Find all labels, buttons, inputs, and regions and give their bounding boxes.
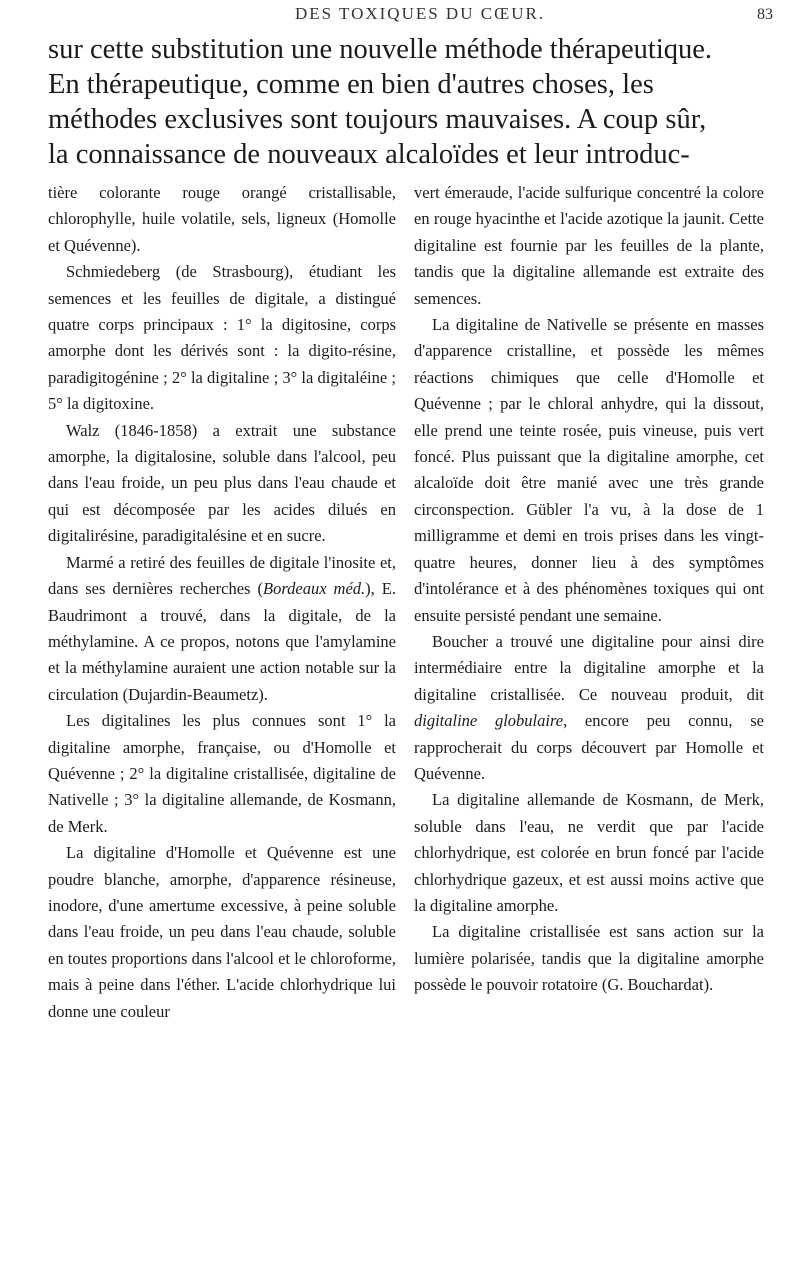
left-paragraph: Les digitalines les plus connues sont 1° la digitaline amorphe, française, ou d'Homolle et Quévenne ; 2° la digitaline cristallisée, digitaline de Nativelle ; 3° la digitaline allemande, de Kosmann, de Merk. bbox=[48, 711, 396, 836]
lead-paragraph bbox=[48, 32, 778, 172]
right-paragraph: La digitaline cristallisée est sans action sur la lumière polarisée, tandis que la digitaline amorphe possède le pouvoir rotatoire (G. Bouchardat). bbox=[414, 922, 764, 995]
left-paragraph: Schmiedeberg (de Strasbourg), étudiant les semences et les feuilles de digitale, a distingué quatre corps principaux : 1° la digitosine, corps amorphe dont les dérivés sont : la digito-résine, paradigitogénine ; 2° la digitaline ; 3° la digitaléine ; 5° la digitoxine. bbox=[48, 262, 396, 414]
left-paragraph: Marmé a retiré des feuilles de digitale l'inosite et, dans ses dernières recherches (Bordeaux méd.), E. Baudrimont a trouvé, dans la digitale, de la méthylamine. A ce propos, notons que l'amylamine et la méthylamine auraient une action notable sur la circulation (Dujardin-Beaumetz). bbox=[48, 552, 396, 704]
page-number: 83 bbox=[757, 6, 773, 23]
lead-line: méthodes exclusives sont toujours mauvaises. A coup sûr, bbox=[48, 104, 707, 135]
right-paragraph: La digitaline de Nativelle se présente en masses d'apparence cristalline, et possède les mêmes réactions chimiques que celle d'Homolle et Quévenne ; par le chloral anhydre, qui la dissout, elle prend une teinte rosée, puis vineuse, puis vert foncé. Plus puissant que la digitaline amorphe, cet alcaloïde doit être manié avec une très grande circonspection. Gübler l'a vu, à la dose de 1 milligramme et demi en trois prises dans les vingt-quatre heures, donner lieu à des symptômes d'intolérance et à des phénomènes toxiques qui ont ensuite persisté pendant une semaine. bbox=[414, 315, 764, 625]
right-paragraph: vert émeraude, l'acide sulfurique concentré la colore en rouge hyacinthe et l'acide azotique la jaunit. Cette digitaline est fournie par les feuilles de la plante, tandis que la digitaline allemande est extraite des semences. bbox=[414, 183, 764, 308]
left-column bbox=[48, 180, 396, 1025]
left-paragraph: La digitaline d'Homolle et Quévenne est une poudre blanche, amorphe, d'apparence résineuse, inodore, d'une amertume excessive, à peine soluble dans l'eau froide, un peu dans l'eau chaude, soluble en toutes proportions dans l'alcool et le chloroforme, mais à peine dans l'éther. L'acide chlorhydrique lui donne une couleur bbox=[48, 843, 396, 1021]
right-paragraph: Boucher a trouvé une digitaline pour ainsi dire intermédiaire entre la digitaline amorphe et la digitaline cristallisée. Ce nouveau produit, dit digitaline globulaire, encore peu connu, se rapprocherait du corps découvert par Homolle et Quévenne. bbox=[414, 631, 765, 783]
lead-line: la connaissance de nouveaux alcaloïdes et leur introduc- bbox=[48, 139, 690, 170]
right-paragraph: La digitaline allemande de Kosmann, de Merk, soluble dans l'eau, ne verdit que par l'acide chlorhydrique, est colorée en brun foncé par l'acide chlorhydrique gazeux, et est aussi moins active que la digitaline amorphe. bbox=[414, 790, 764, 915]
lead-line: sur cette substitution une nouvelle méthode thérapeutique. bbox=[48, 34, 713, 65]
running-head: DES TOXIQUES DU CŒUR. bbox=[294, 4, 546, 23]
left-paragraph: tière colorante rouge orangé cristallisable, chlorophylle, huile volatile, sels, ligneux (Homolle et Quévenne). bbox=[48, 183, 396, 255]
left-paragraph: Walz (1846-1858) a extrait une substance amorphe, la digitalosine, soluble dans l'alcool, peu dans l'eau froide, un peu plus dans l'eau chaude et qui est décomposée par les acides dilués en digitalirésine, paradigitalésine et en sucre. bbox=[48, 420, 396, 546]
right-column bbox=[414, 180, 764, 999]
lead-line: En thérapeutique, comme en bien d'autres choses, les bbox=[48, 69, 654, 100]
